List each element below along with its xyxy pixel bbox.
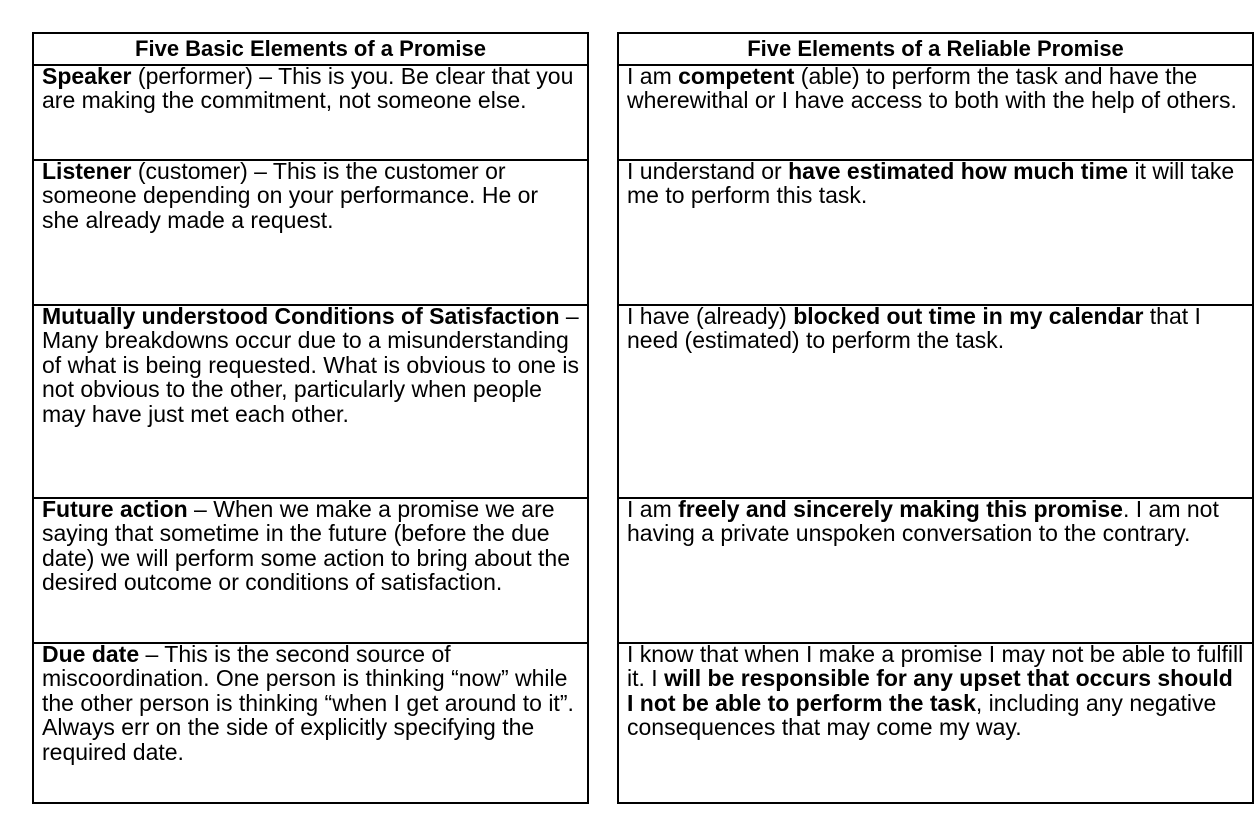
table-row <box>619 304 1252 499</box>
table-row <box>34 642 587 804</box>
basic-elements-table <box>32 32 589 804</box>
table-row <box>34 497 587 644</box>
table-cell <box>34 642 587 764</box>
table-cell <box>619 642 1252 740</box>
emphasis: will be responsible for any upset that occurs should I not be able to perform the task <box>627 665 1233 716</box>
definition: (performer) – This is you. Be clear that you are making the commitment, not someone else. <box>42 63 574 114</box>
text-post: . I am not having a private unspoken conversation to the contrary. <box>627 496 1219 547</box>
definition: – When we make a promise we are saying that sometime in the future (before the due date) we will perform some action to bring about the desired outcome or conditions of satisfaction. <box>42 496 570 596</box>
table-cell <box>619 304 1252 353</box>
reliable-promise-table <box>617 32 1254 804</box>
definition: – Many breakdowns occur due to a misunderstanding of what is being requested. What is obvious to one is not obvious to the other, particularly when people may have just met each other. <box>42 303 579 427</box>
text-pre: I am <box>627 63 679 89</box>
emphasis: competent <box>678 63 795 89</box>
table-row <box>34 159 587 306</box>
term: Future action <box>42 496 188 522</box>
text-pre: I am <box>627 496 679 522</box>
table-cell <box>619 64 1252 113</box>
table-cell <box>34 497 587 595</box>
basic-elements-header: Five Basic Elements of a Promise <box>34 34 587 66</box>
text-post: , including any negative consequences that may come my way. <box>627 689 1217 741</box>
definition: (customer) – This is the customer or someone depending on your performance. He or she already made a request. <box>42 158 539 233</box>
table-cell <box>34 159 587 232</box>
table-row <box>34 64 587 161</box>
table-row <box>619 497 1252 644</box>
text-post: that I need (estimated) to perform the task. <box>627 303 1201 354</box>
emphasis: have estimated how much time <box>788 158 1129 184</box>
text-post: it will take me to perform this task. <box>627 158 1235 209</box>
emphasis: freely and sincerely making this promise <box>678 496 1123 522</box>
emphasis: blocked out time in my calendar <box>793 303 1144 329</box>
table-row <box>34 304 587 499</box>
term: Due date <box>42 641 140 667</box>
text-pre: I have (already) <box>627 303 794 329</box>
table-row <box>619 159 1252 306</box>
reliable-promise-header: Five Elements of a Reliable Promise <box>619 34 1252 66</box>
table-cell <box>619 159 1252 208</box>
definition: – This is the second source of miscoordination. One person is thinking “now” while the other person is thinking “when I get around to it”. Always err on the side of explicitly specifying the required date. <box>42 641 574 765</box>
table-cell <box>34 64 587 113</box>
table-cell <box>34 304 587 426</box>
table-cell <box>619 497 1252 546</box>
term: Speaker <box>42 63 132 89</box>
term: Mutually understood Conditions of Satisfaction <box>42 303 560 329</box>
text-pre: I know that when I make a promise I may not be able to fulfill it. I <box>627 641 1244 692</box>
table-row <box>619 64 1252 161</box>
text-post: (able) to perform the task and have the wherewithal or I have access to both with the help of others. <box>627 63 1237 114</box>
table-row <box>619 642 1252 804</box>
term: Listener <box>42 158 132 184</box>
text-pre: I understand or <box>627 158 789 184</box>
